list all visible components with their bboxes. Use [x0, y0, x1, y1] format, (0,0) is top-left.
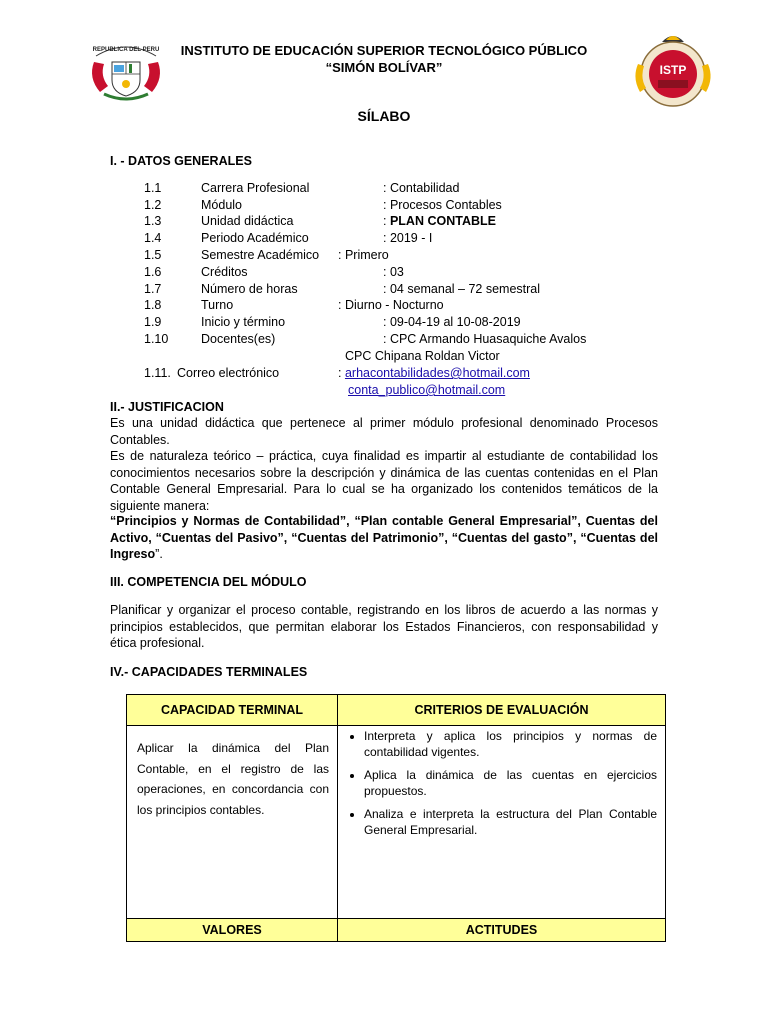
justificacion-paragraph-2: Es de naturaleza teórico – práctica, cuya finalidad es impartir al estudiante de contabilidad los conocimientos necesarios sobre la descripción y dinámica de las cuentas contenidas en el Plan Contable General Empresarial. Para lo cual se ha organizado los contenidos temáticos de la siguiente manera:	[110, 449, 658, 513]
capacidad-cell: Aplicar la dinámica del Plan Contable, en el registro de las operaciones, en concordancia con los principios contables.	[127, 726, 338, 919]
criterios-list	[346, 728, 657, 838]
criterio-item: • Analiza e interpreta la estructura del Plan Contable General Empresarial.	[364, 806, 657, 838]
section-capacidades: IV.- CAPACIDADES TERMINALES	[110, 665, 308, 679]
datos-row: 1.9 Inicio y término : 09-04-19 al 10-08-2019	[144, 315, 521, 329]
justificacion-paragraph-1: Es una unidad didáctica que pertenece al primer módulo profesional denominado Procesos Contables.	[110, 416, 658, 447]
criterio-item: • Interpreta y aplica los principios y normas de contabilidad vigentes.	[364, 728, 657, 760]
header-actitudes: ACTITUDES	[338, 919, 666, 942]
header-criterios-evaluacion: CRITERIOS DE EVALUACIÓN	[338, 695, 666, 726]
datos-row	[0, 382, 768, 399]
section-competencia: III. COMPETENCIA DEL MÓDULO	[110, 575, 307, 589]
competencia-paragraph: Planificar y organizar el proceso contable, registrando en los libros de acuerdo a las normas y principios establecidos, que permitan elaborar los Estados Financieros, con responsabilidad y ética profesional.	[110, 603, 658, 651]
datos-row: 1.7 Número de horas : 04 semanal – 72 semestral	[144, 282, 541, 296]
datos-row: 1.5 Semestre Académico : Primero	[144, 248, 389, 262]
datos-row: 1.2 Módulo : Procesos Contables	[144, 198, 502, 212]
datos-row: CPC Chipana Roldan Victor	[345, 349, 500, 363]
institution-name: INSTITUTO DE EDUCACIÓN SUPERIOR TECNOLÓGICO PÚBLICO	[180, 43, 588, 58]
justificacion-paragraph-3: “Principios y Normas de Contabilidad”, “Plan contable General Empresarial”, Cuentas del Activo, “Cuentas del Pasivo”, “Cuentas del Patrimonio”, “Cuentas del gasto”, “Cuentas del Ingreso”.	[110, 514, 658, 562]
datos-row: 1.11. Correo electrónico : arhacontabilidades@hotmail.com	[144, 366, 530, 380]
datos-row: 1.3 Unidad didáctica : PLAN CONTABLE	[144, 214, 496, 228]
criterios-cell	[338, 726, 666, 919]
svg-text:REPUBLICA DEL PERU: REPUBLICA DEL PERU	[92, 47, 160, 53]
datos-row: 1.8 Turno : Diurno - Nocturno	[144, 298, 444, 312]
datos-row: 1.6 Créditos : 03	[144, 265, 404, 279]
criterio-item: • Aplica la dinámica de las cuentas en ejercicios propuestos.	[364, 767, 657, 799]
header-capacidad-terminal: CAPACIDAD TERMINAL	[127, 695, 338, 726]
datos-row: 1.10 Docentes(es) : CPC Armando Huasaquiche Avalos	[144, 332, 587, 346]
institution-subname: “SIMÓN BOLÍVAR”	[325, 60, 443, 75]
header-valores: VALORES	[127, 919, 338, 942]
istp-logo-text: ISTP	[659, 63, 687, 77]
datos-row: 1.4 Periodo Académico : 2019 - I	[144, 231, 433, 245]
email-link-1[interactable]: arhacontabilidades@hotmail.com	[344, 366, 530, 380]
email-link-2[interactable]: conta_publico@hotmail.com	[348, 383, 506, 397]
section-datos-generales: I. - DATOS GENERALES	[110, 154, 252, 168]
document-title: SÍLABO	[357, 108, 411, 124]
capacidades-table	[126, 694, 666, 942]
section-justificacion: II.- JUSTIFICACION	[110, 400, 224, 414]
datos-row: 1.1 Carrera Profesional : Contabilidad	[144, 181, 460, 195]
